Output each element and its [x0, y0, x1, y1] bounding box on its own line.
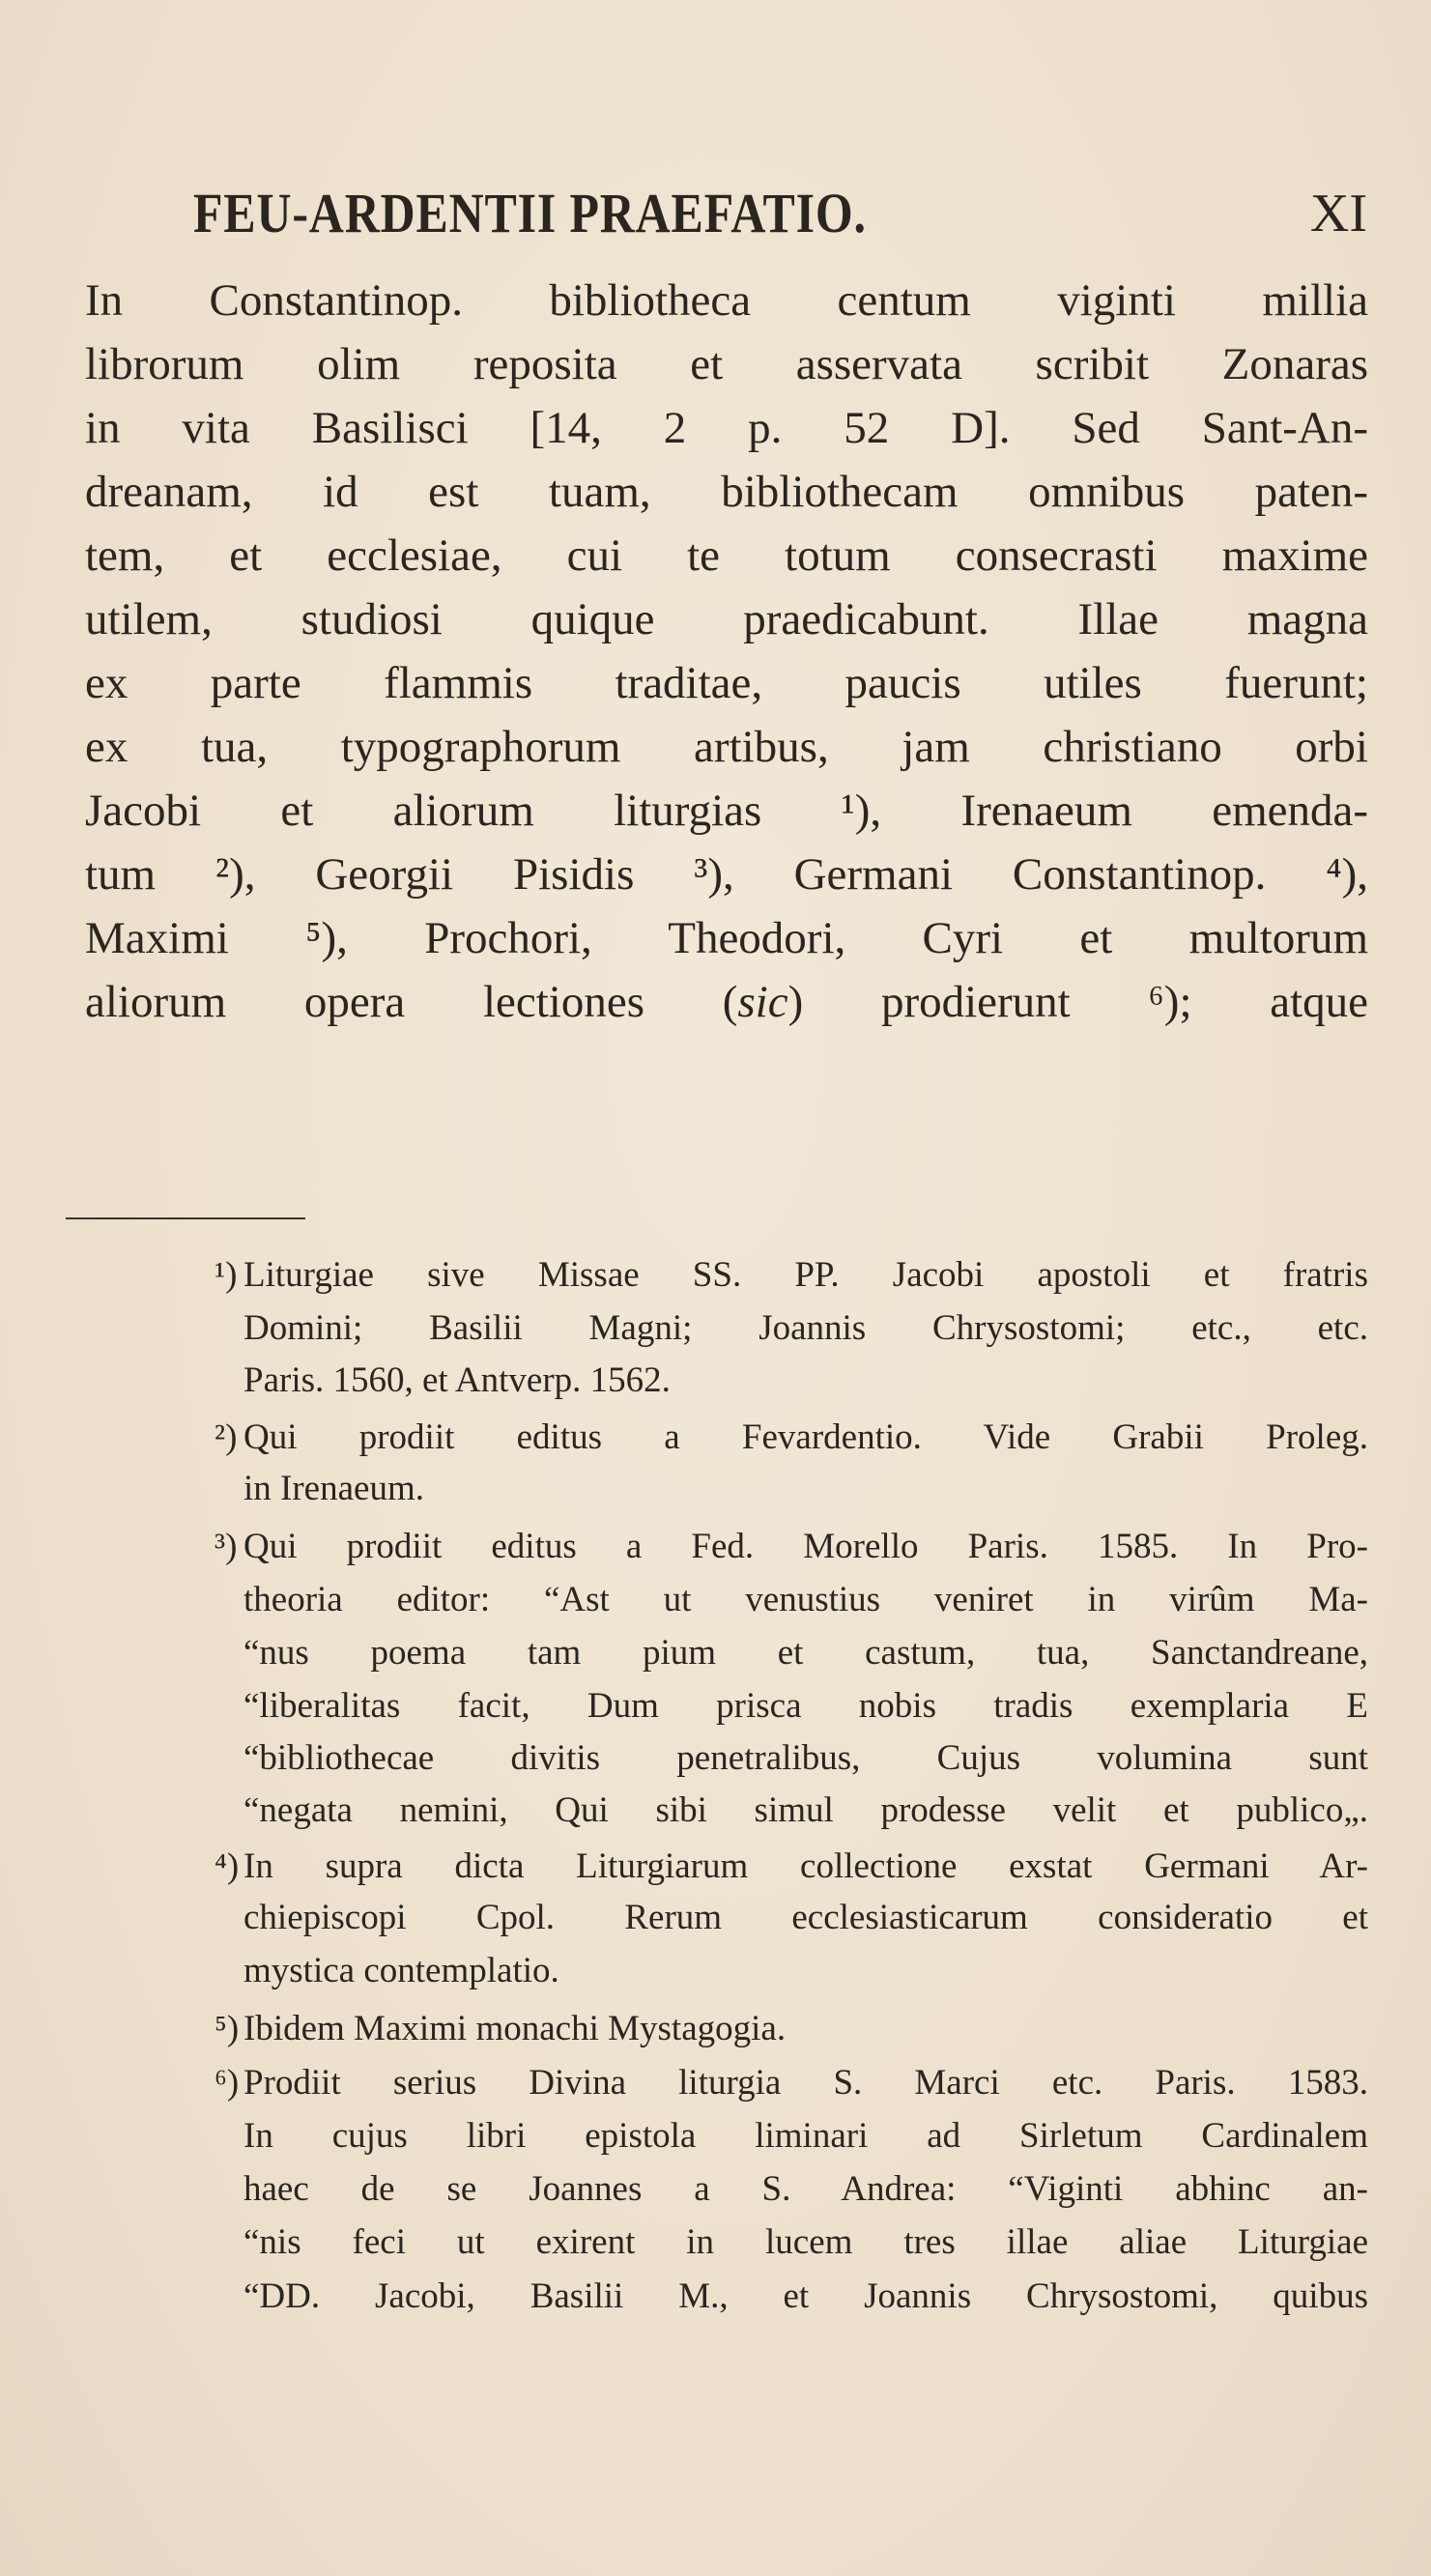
footnote-line: In cujus libri epistola liminari ad Sirletum Cardinalem: [243, 2116, 1368, 2156]
body-line: dreanam, id est tuam, bibliothecam omnibus paten-: [85, 467, 1368, 517]
body-line: librorum olim reposita et asservata scribit Zonaras: [85, 339, 1368, 389]
body-line: [85, 970, 1368, 1034]
footnote-line: Domini; Basilii Magni; Joannis Chrysostomi; etc., etc.: [243, 1308, 1368, 1348]
footnote-line: Ibidem Maximi monachi Mystagogia.: [243, 2009, 787, 2048]
footnote-line: “DD. Jacobi, Basilii M., et Joannis Chrysostomi, quibus: [243, 2276, 1368, 2316]
body-line: ex parte flammis traditae, paucis utiles fuerunt;: [85, 658, 1368, 708]
footnote-marker: ³): [215, 1527, 238, 1566]
footnote-marker: ²): [215, 1417, 238, 1457]
footnote-line: in Irenaeum.: [243, 1469, 424, 1508]
footnote-line: “nus poema tam pium et castum, tua, Sanctandreane,: [243, 1633, 1368, 1673]
footnote-line: “negata nemini, Qui sibi simul prodesse velit et publico„.: [243, 1790, 1368, 1830]
body-line: ex tua, typographorum artibus, jam christiano orbi: [85, 722, 1368, 772]
body-line: Maximi ⁵), Prochori, Theodori, Cyri et multorum: [85, 913, 1368, 963]
footnote-marker: ¹): [215, 1255, 238, 1295]
footnote-line: “nis feci ut exirent in lucem tres illae aliae Liturgiae: [243, 2222, 1368, 2262]
footnote-line: haec de se Joannes a S. Andrea: “Viginti abhinc an-: [243, 2169, 1368, 2209]
footnote-line: “bibliothecae divitis penetralibus, Cujus volumina sunt: [243, 1738, 1368, 1778]
italic-sic: sic: [737, 977, 788, 1027]
page-number: XI: [1309, 184, 1367, 243]
text: ) prodierunt ⁶); atque: [787, 977, 1369, 1027]
footnote-line: Prodiit serius Divina liturgia S. Marci etc. Paris. 1583.: [243, 2063, 1368, 2103]
body-line: utilem, studiosi quique praedicabunt. Illae magna: [85, 594, 1368, 644]
footnote-line: Qui prodiit editus a Fevardentio. Vide Grabii Proleg.: [243, 1417, 1368, 1457]
footnote-line: Qui prodiit editus a Fed. Morello Paris. 1585. In Pro-: [243, 1527, 1368, 1566]
footnote-marker: ⁵): [215, 2009, 240, 2048]
footnote-line: In supra dicta Liturgiarum collectione exstat Germani Ar-: [243, 1846, 1368, 1886]
running-title: FEU-ARDENTII PRAEFATIO.: [193, 182, 867, 244]
body-line: in vita Basilisci [14, 2 p. 52 D]. Sed Sant-An-: [85, 403, 1368, 453]
body-line: In Constantinop. bibliotheca centum viginti millia: [85, 275, 1368, 326]
footnote-line: Paris. 1560, et Antverp. 1562.: [243, 1360, 671, 1400]
footnote-line: Liturgiae sive Missae SS. PP. Jacobi apostoli et fratris: [243, 1255, 1368, 1295]
footnote-marker: ⁴): [215, 1846, 240, 1886]
footnote-line: “liberalitas facit, Dum prisca nobis tradis exemplaria E: [243, 1686, 1368, 1726]
footnote-line: mystica contemplatio.: [243, 1951, 559, 1990]
body-line: Jacobi et aliorum liturgias ¹), Irenaeum emenda-: [85, 786, 1368, 836]
footnote-line: theoria editor: “Ast ut venustius veniret in virûm Ma-: [243, 1580, 1368, 1619]
text: aliorum opera lectiones (: [85, 977, 738, 1027]
footnote-divider: [66, 1217, 305, 1219]
footnote-marker: ⁶): [215, 2063, 240, 2103]
body-line: tum ²), Georgii Pisidis ³), Germani Constantinop. ⁴),: [85, 849, 1368, 900]
body-line: tem, et ecclesiae, cui te totum consecrasti maxime: [85, 530, 1368, 581]
footnote-line: chiepiscopi Cpol. Rerum ecclesiasticarum consideratio et: [243, 1898, 1368, 1937]
